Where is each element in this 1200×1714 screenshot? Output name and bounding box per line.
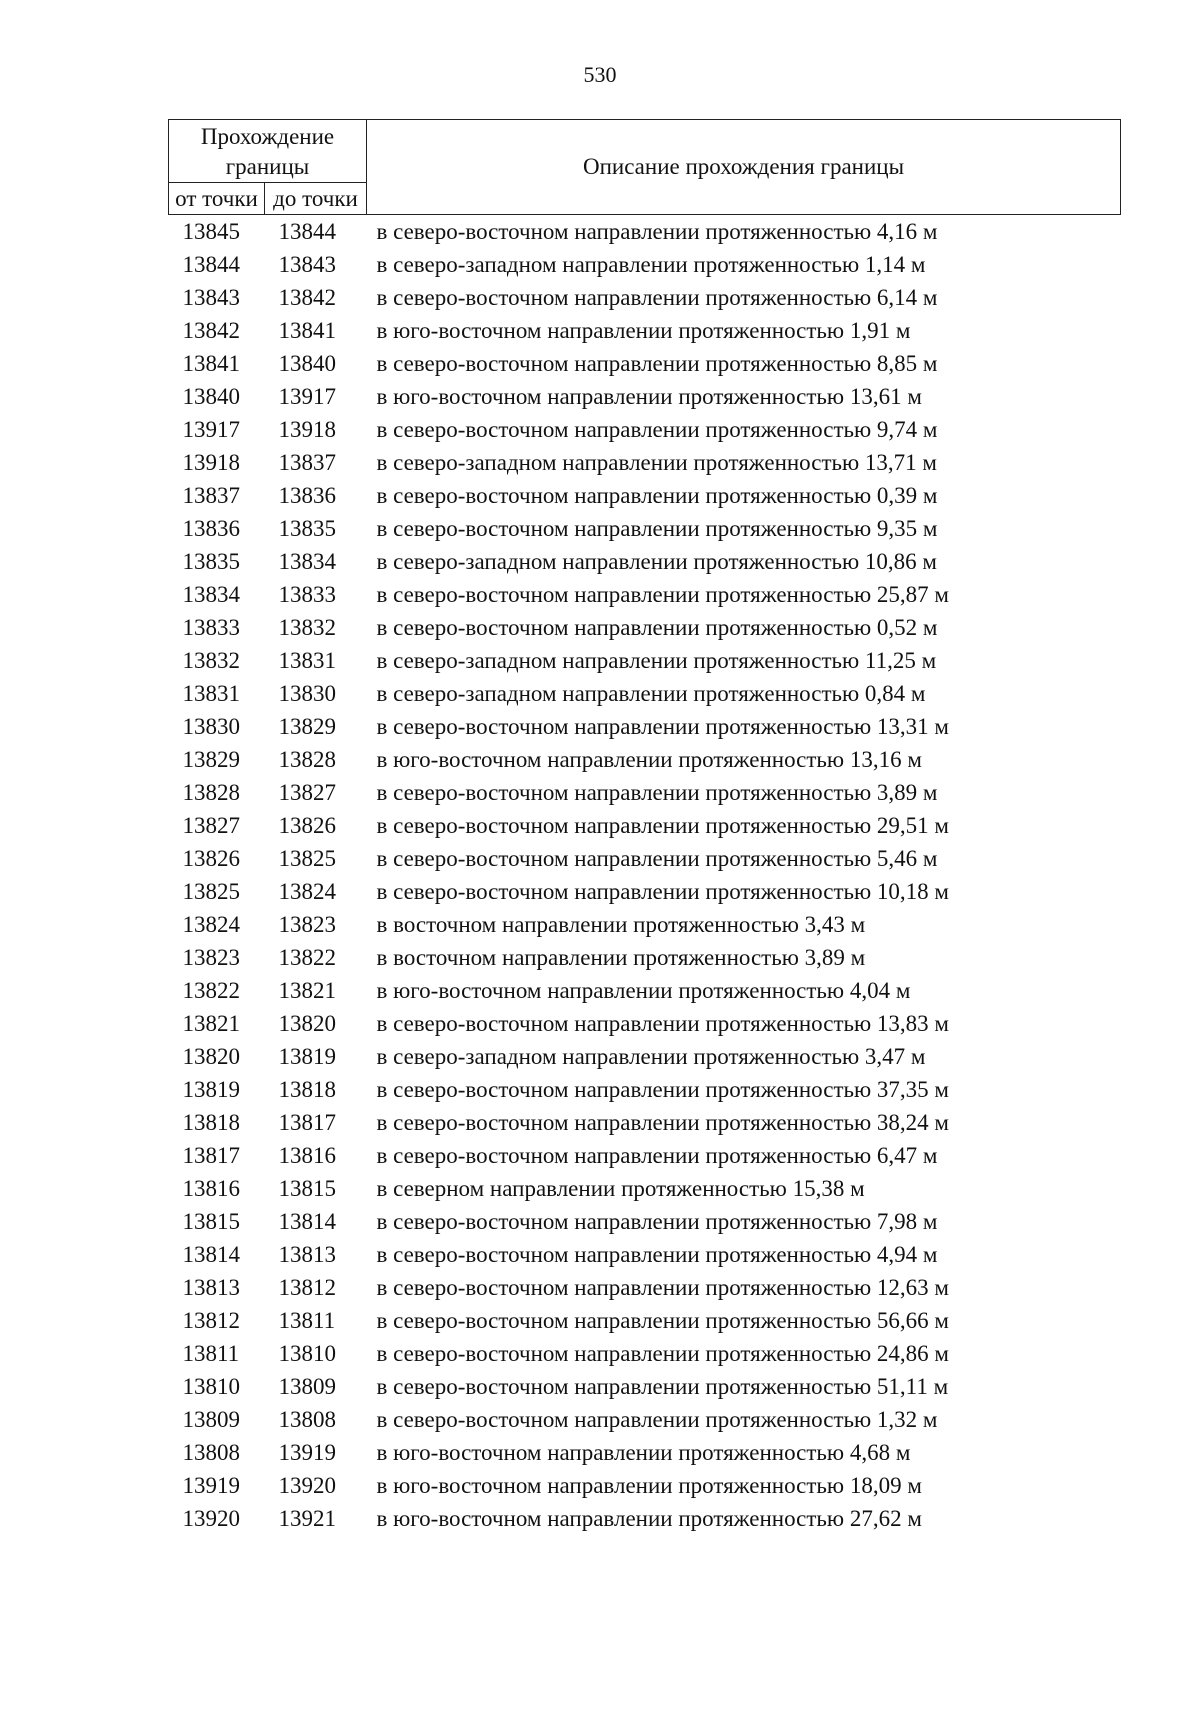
from-point-cell: 13817 [182,1143,240,1168]
description-cell: в северо-западном направлении протяженностью 1,14 м [376,252,926,277]
table-row [169,1502,1121,1535]
to-point-cell: 13827 [278,780,336,805]
description-cell: в северо-восточном направлении протяженностью 7,98 м [376,1209,938,1234]
from-point-cell: 13826 [182,846,240,871]
from-point-cell: 13841 [182,351,240,376]
description-cell: в юго-восточном направлении протяженностью 1,91 м [376,318,911,343]
to-point-cell: 13813 [278,1242,336,1267]
description-cell: в северо-западном направлении протяженностью 11,25 м [376,648,937,673]
table-row [169,1436,1121,1469]
description-cell: в северо-восточном направлении протяженностью 5,46 м [376,846,938,871]
to-point-cell: 13829 [278,714,336,739]
table-row [169,380,1121,413]
to-point-cell: 13917 [278,384,336,409]
table-row [169,1337,1121,1370]
table-row [169,512,1121,545]
description-cell: в северо-восточном направлении протяженностью 38,24 м [376,1110,949,1135]
from-point-cell: 13818 [182,1110,240,1135]
description-cell: в северо-восточном направлении протяженностью 29,51 м [376,813,949,838]
to-point-cell: 13841 [278,318,336,343]
to-point-cell: 13819 [278,1044,336,1069]
from-point-cell: 13820 [182,1044,240,1069]
table-row [169,1469,1121,1502]
to-point-cell: 13918 [278,417,336,442]
description-cell: в юго-восточном направлении протяженностью 4,68 м [376,1440,911,1465]
header-boundary-passage: Прохождение границы [169,120,367,183]
to-point-cell: 13822 [278,945,336,970]
description-cell: в северо-восточном направлении протяженностью 8,85 м [376,351,938,376]
from-point-cell: 13831 [182,681,240,706]
from-point-cell: 13809 [182,1407,240,1432]
from-point-cell: 13808 [182,1440,240,1465]
table-row [169,1370,1121,1403]
from-point-cell: 13833 [182,615,240,640]
table-row [169,1238,1121,1271]
table-row [169,809,1121,842]
header-description: Описание прохождения границы [367,120,1121,215]
to-point-cell: 13830 [278,681,336,706]
description-cell: в северо-восточном направлении протяженностью 4,16 м [376,219,938,244]
description-cell: в северо-восточном направлении протяженностью 13,31 м [376,714,949,739]
from-point-cell: 13832 [182,648,240,673]
from-point-cell: 13843 [182,285,240,310]
header-from-point: от точки [169,183,265,215]
table-row [169,875,1121,908]
description-cell: в северо-восточном направлении протяженностью 1,32 м [376,1407,938,1432]
from-point-cell: 13829 [182,747,240,772]
table-row [169,281,1121,314]
description-cell: в северо-западном направлении протяженностью 3,47 м [376,1044,926,1069]
description-cell: в юго-восточном направлении протяженностью 13,61 м [376,384,922,409]
from-point-cell: 13812 [182,1308,240,1333]
table-header [169,120,1121,215]
table-row [169,578,1121,611]
table-row [169,1106,1121,1139]
description-cell: в юго-восточном направлении протяженностью 4,04 м [376,978,911,1003]
table-row [169,776,1121,809]
from-point-cell: 13814 [182,1242,240,1267]
description-cell: в северо-восточном направлении протяженностью 51,11 м [376,1374,949,1399]
from-point-cell: 13822 [182,978,240,1003]
from-point-cell: 13828 [182,780,240,805]
table-row [169,347,1121,380]
description-cell: в северо-западном направлении протяженностью 10,86 м [376,549,937,574]
table-row [169,908,1121,941]
description-cell: в северо-восточном направлении протяженностью 4,94 м [376,1242,938,1267]
table-row [169,644,1121,677]
page-number: 530 [583,62,617,87]
from-point-cell: 13811 [182,1341,240,1366]
table-row [169,413,1121,446]
to-point-cell: 13811 [278,1308,336,1333]
table-row [169,1304,1121,1337]
from-point-cell: 13919 [182,1473,240,1498]
to-point-cell: 13817 [278,1110,336,1135]
from-point-cell: 13845 [182,219,240,244]
table-row [169,1205,1121,1238]
table-row [169,743,1121,776]
description-cell: в северо-восточном направлении протяженностью 25,87 м [376,582,949,607]
to-point-cell: 13835 [278,516,336,541]
from-point-cell: 13834 [182,582,240,607]
to-point-cell: 13810 [278,1341,336,1366]
table-row [169,314,1121,347]
description-cell: в северо-восточном направлении протяженностью 37,35 м [376,1077,949,1102]
to-point-cell: 13816 [278,1143,336,1168]
table-row [169,974,1121,1007]
description-cell: в северном направлении протяженностью 15,38 м [376,1176,865,1201]
table-row [169,1073,1121,1106]
from-point-cell: 13823 [182,945,240,970]
to-point-cell: 13832 [278,615,336,640]
from-point-cell: 13816 [182,1176,240,1201]
from-point-cell: 13825 [182,879,240,904]
from-point-cell: 13837 [182,483,240,508]
to-point-cell: 13818 [278,1077,336,1102]
table-row [169,611,1121,644]
from-point-cell: 13842 [182,318,240,343]
table-row [169,1007,1121,1040]
description-cell: в северо-восточном направлении протяженностью 56,66 м [376,1308,949,1333]
table-row [169,479,1121,512]
header-to-point: до точки [265,183,367,215]
to-point-cell: 13814 [278,1209,336,1234]
to-point-cell: 13834 [278,549,336,574]
description-cell: в восточном направлении протяженностью 3,89 м [376,945,866,970]
description-cell: в юго-восточном направлении протяженностью 27,62 м [376,1506,922,1531]
to-point-cell: 13831 [278,648,336,673]
description-cell: в северо-восточном направлении протяженностью 6,14 м [376,285,938,310]
to-point-cell: 13823 [278,912,336,937]
description-cell: в северо-восточном направлении протяженностью 9,74 м [376,417,938,442]
to-point-cell: 13919 [278,1440,336,1465]
boundary-table [168,119,1121,1535]
from-point-cell: 13917 [182,417,240,442]
description-cell: в юго-восточном направлении протяженностью 18,09 м [376,1473,922,1498]
table-row [169,215,1121,249]
to-point-cell: 13808 [278,1407,336,1432]
table-row [169,1271,1121,1304]
description-cell: в северо-восточном направлении протяженностью 0,39 м [376,483,938,508]
description-cell: в северо-восточном направлении протяженностью 3,89 м [376,780,938,805]
to-point-cell: 13833 [278,582,336,607]
from-point-cell: 13821 [182,1011,240,1036]
from-point-cell: 13815 [182,1209,240,1234]
to-point-cell: 13815 [278,1176,336,1201]
to-point-cell: 13920 [278,1473,336,1498]
table-row [169,1040,1121,1073]
description-cell: в юго-восточном направлении протяженностью 13,16 м [376,747,922,772]
from-point-cell: 13920 [182,1506,240,1531]
to-point-cell: 13826 [278,813,336,838]
description-cell: в северо-восточном направлении протяженностью 6,47 м [376,1143,938,1168]
from-point-cell: 13830 [182,714,240,739]
description-cell: в восточном направлении протяженностью 3,43 м [376,912,866,937]
description-cell: в северо-западном направлении протяженностью 13,71 м [376,450,937,475]
table-row [169,941,1121,974]
table-row [169,545,1121,578]
from-point-cell: 13813 [182,1275,240,1300]
from-point-cell: 13918 [182,450,240,475]
table-row [169,1403,1121,1436]
table-row [169,842,1121,875]
to-point-cell: 13840 [278,351,336,376]
to-point-cell: 13843 [278,252,336,277]
from-point-cell: 13810 [182,1374,240,1399]
table-body [169,215,1121,1536]
description-cell: в северо-восточном направлении протяженностью 0,52 м [376,615,938,640]
to-point-cell: 13844 [278,219,336,244]
to-point-cell: 13809 [278,1374,336,1399]
description-cell: в северо-восточном направлении протяженностью 13,83 м [376,1011,949,1036]
description-cell: в северо-восточном направлении протяженностью 24,86 м [376,1341,949,1366]
description-cell: в северо-восточном направлении протяженностью 10,18 м [376,879,949,904]
to-point-cell: 13837 [278,450,336,475]
table-row [169,248,1121,281]
to-point-cell: 13825 [278,846,336,871]
from-point-cell: 13827 [182,813,240,838]
table-row [169,1139,1121,1172]
description-cell: в северо-западном направлении протяженностью 0,84 м [376,681,926,706]
from-point-cell: 13835 [182,549,240,574]
to-point-cell: 13921 [278,1506,336,1531]
table-row [169,710,1121,743]
to-point-cell: 13821 [278,978,336,1003]
table-row [169,1172,1121,1205]
to-point-cell: 13824 [278,879,336,904]
from-point-cell: 13836 [182,516,240,541]
to-point-cell: 13812 [278,1275,336,1300]
description-cell: в северо-восточном направлении протяженностью 12,63 м [376,1275,949,1300]
to-point-cell: 13828 [278,747,336,772]
table-row [169,677,1121,710]
to-point-cell: 13842 [278,285,336,310]
from-point-cell: 13844 [182,252,240,277]
from-point-cell: 13819 [182,1077,240,1102]
from-point-cell: 13840 [182,384,240,409]
from-point-cell: 13824 [182,912,240,937]
to-point-cell: 13820 [278,1011,336,1036]
table-row [169,446,1121,479]
to-point-cell: 13836 [278,483,336,508]
description-cell: в северо-восточном направлении протяженностью 9,35 м [376,516,938,541]
